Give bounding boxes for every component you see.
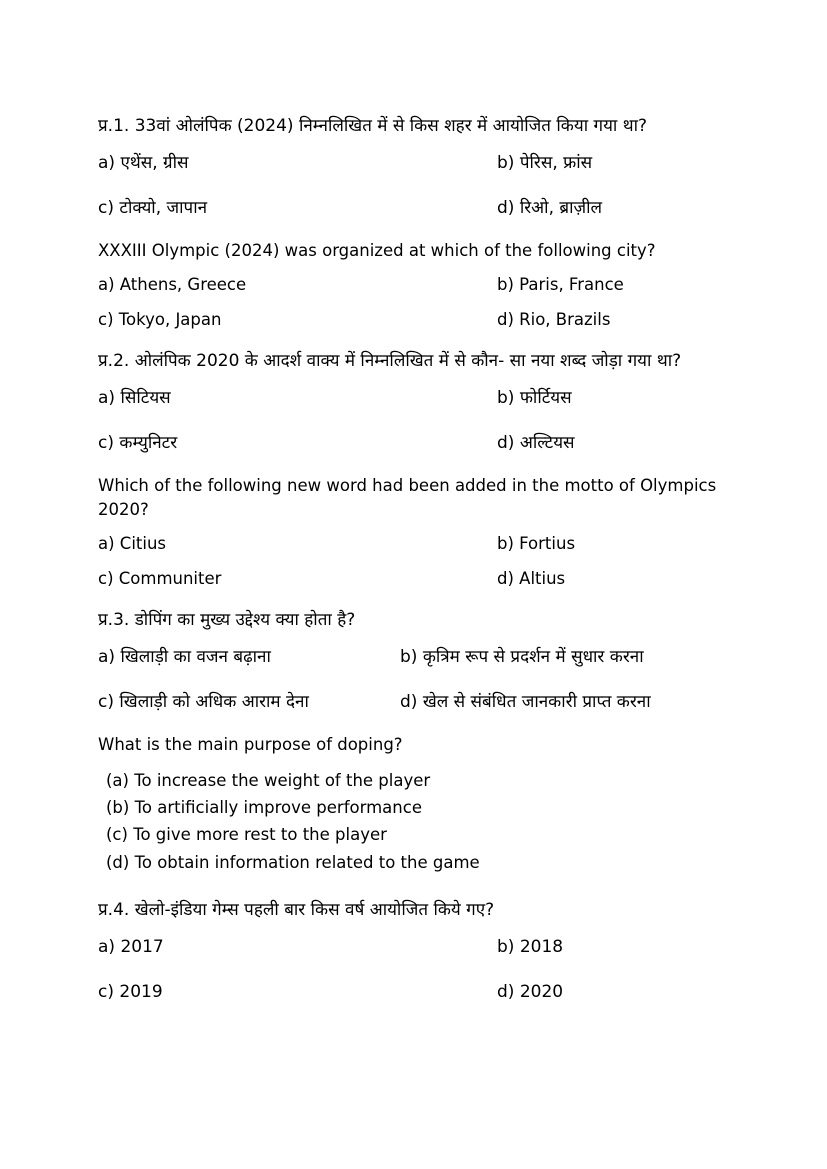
question-2-english-option-d: d) Altius (497, 568, 566, 588)
question-4-option-b: b) 2018 (497, 937, 564, 958)
question-3-hindi-text: प्र.3. डोपिंग का मुख्य उद्देश्य क्या होता है? (98, 609, 356, 630)
question-1-english-option-d: d) Rio, Brazils (497, 310, 611, 330)
question-3-hindi-option-c: c) खिलाड़ी को अधिक आराम देना (98, 692, 309, 713)
question-2 (98, 343, 737, 591)
question-2-english-text: Which of the following new word had been added in the motto of Olympics 2020? (98, 476, 717, 520)
question-2-hindi-option-d: d) अल्टियस (497, 433, 575, 454)
question-1-hindi-option-c: c) टोक्यो, जापान (98, 198, 208, 219)
question-1-english-option-c: c) Tokyo, Japan (98, 310, 222, 330)
question-2-english-option-a: a) Citius (98, 533, 167, 553)
question-4-option-d: d) 2020 (497, 982, 564, 1003)
question-3-hindi-option-a: a) खिलाड़ी का वजन बढ़ाना (98, 647, 271, 668)
question-1-hindi-options-row-cd (98, 194, 737, 223)
question-3-english-option-d: (d) To obtain information related to the game (106, 852, 480, 872)
question-4-option-a: a) 2017 (98, 937, 164, 958)
question-4-option-c: c) 2019 (98, 982, 163, 1003)
question-1-hindi-option-b: b) पेरिस, फ्रांस (497, 153, 593, 174)
question-3-english-text: What is the main purpose of doping? (98, 734, 403, 754)
question-2-hindi-options-row-ab (98, 384, 737, 413)
question-1-english-options-row-ab (98, 273, 737, 297)
question-1-hindi-option-a: a) एथेंस, ग्रीस (98, 153, 189, 174)
question-2-english-options-row-ab (98, 532, 737, 556)
question-2-english-options-row-cd (98, 567, 737, 591)
question-4-options-row-ab (98, 933, 737, 962)
question-4-hindi-text: प्र.4. खेलो-इंडिया गेम्स पहली बार किस वर्ष आयोजित किये गए? (98, 899, 495, 920)
question-3-hindi-options-row-cd (98, 688, 737, 717)
question-3-english-option-b: (b) To artificially improve performance (106, 798, 422, 818)
question-4 (98, 892, 737, 1007)
question-2-hindi-option-a: a) सिटियस (98, 388, 171, 409)
question-1 (98, 108, 737, 332)
question-2-english-option-c: c) Communiter (98, 568, 222, 588)
question-1-english-option-b: b) Paris, France (497, 275, 624, 295)
question-1-hindi-options-row-ab (98, 149, 737, 178)
question-2-hindi-options-row-cd (98, 429, 737, 458)
question-1-english-option-a: a) Athens, Greece (98, 275, 247, 295)
question-2-hindi-option-c: c) कम्युनिटर (98, 433, 178, 454)
question-2-hindi-text: प्र.2. ओलंपिक 2020 के आदर्श वाक्य में निम्नलिखित में से कौन- सा नया शब्द जोड़ा गया था? (98, 350, 682, 371)
question-4-options-row-cd (98, 978, 737, 1007)
question-3-hindi-option-d: d) खेल से संबंधित जानकारी प्राप्त करना (400, 692, 651, 713)
question-3-english-option-c: (c) To give more rest to the player (106, 825, 387, 845)
question-1-hindi-option-d: d) रिओ, ब्राज़ील (497, 198, 603, 219)
question-1-hindi-text: प्र.1. 33वां ओलंपिक (2024) निम्नलिखित में से किस शहर में आयोजित किया गया था? (98, 116, 648, 136)
question-1-english-options-row-cd (98, 308, 737, 332)
question-2-hindi-option-b: b) फोर्टियस (497, 388, 572, 409)
question-3-english-options-list (98, 767, 737, 876)
question-3 (98, 602, 737, 876)
question-3-english-option-a: (a) To increase the weight of the player (106, 770, 431, 790)
question-2-english-option-b: b) Fortius (497, 533, 576, 553)
question-1-english-text: XXXIII Olympic (2024) was organized at which of the following city? (98, 241, 656, 261)
question-3-hindi-option-b: b) कृत्रिम रूप से प्रदर्शन में सुधार करना (400, 647, 644, 668)
question-3-hindi-options-row-ab (98, 643, 737, 672)
